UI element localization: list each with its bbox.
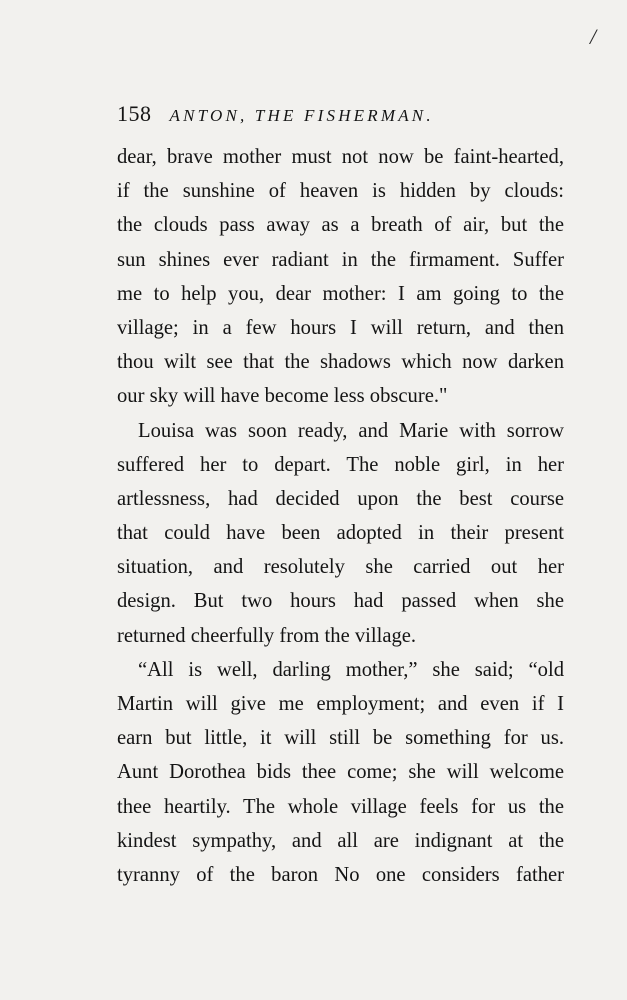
body-text — [117, 140, 564, 892]
text-line: Aunt Dorothea bids thee come; she will welcome — [117, 761, 564, 784]
page-number: 158 — [117, 101, 152, 126]
running-title: ANTON, THE FISHERMAN. — [169, 106, 434, 125]
text-line: if the sunshine of heaven is hidden by clouds: — [117, 180, 564, 203]
text-line: me to help you, dear mother: I am going to the — [117, 282, 564, 305]
text-line: returned cheerfully from the village. — [117, 624, 417, 647]
page-header — [117, 98, 567, 130]
text-line: thou wilt see that the shadows which now darken — [117, 351, 564, 374]
text-line: dear, brave mother must not now be faint-hearted, — [117, 146, 564, 168]
text-line: village; in a few hours I will return, and then — [117, 316, 564, 339]
text-line: tyranny of the baron No one considers father — [117, 863, 564, 886]
paragraph-start: “All is well, darling mother,” she said; “old — [138, 658, 564, 681]
text-line: thee heartily. The whole village feels for us the — [117, 795, 564, 818]
text-line: sun shines ever radiant in the firmament. Suffer — [117, 248, 564, 271]
paragraph-start: Louisa was soon ready, and Marie with sorrow — [138, 419, 564, 442]
text-line: suffered her to depart. The noble girl, in her — [117, 453, 564, 476]
text-line: artlessness, had decided upon the best course — [117, 487, 564, 510]
text-line: our sky will have become less obscure." — [117, 385, 448, 408]
text-line: the clouds pass away as a breath of air, but the — [117, 214, 564, 237]
text-line: Martin will give me employment; and even if I — [117, 693, 564, 715]
text-line: situation, and resolutely she carried out her — [117, 556, 564, 579]
text-line: earn but little, it will still be something for us. — [117, 727, 564, 750]
pencil-mark: / — [590, 24, 597, 49]
text-line: design. But two hours had passed when she — [117, 590, 564, 613]
text-line: kindest sympathy, and all are indignant at the — [117, 829, 564, 852]
text-line: that could have been adopted in their present — [117, 522, 564, 545]
